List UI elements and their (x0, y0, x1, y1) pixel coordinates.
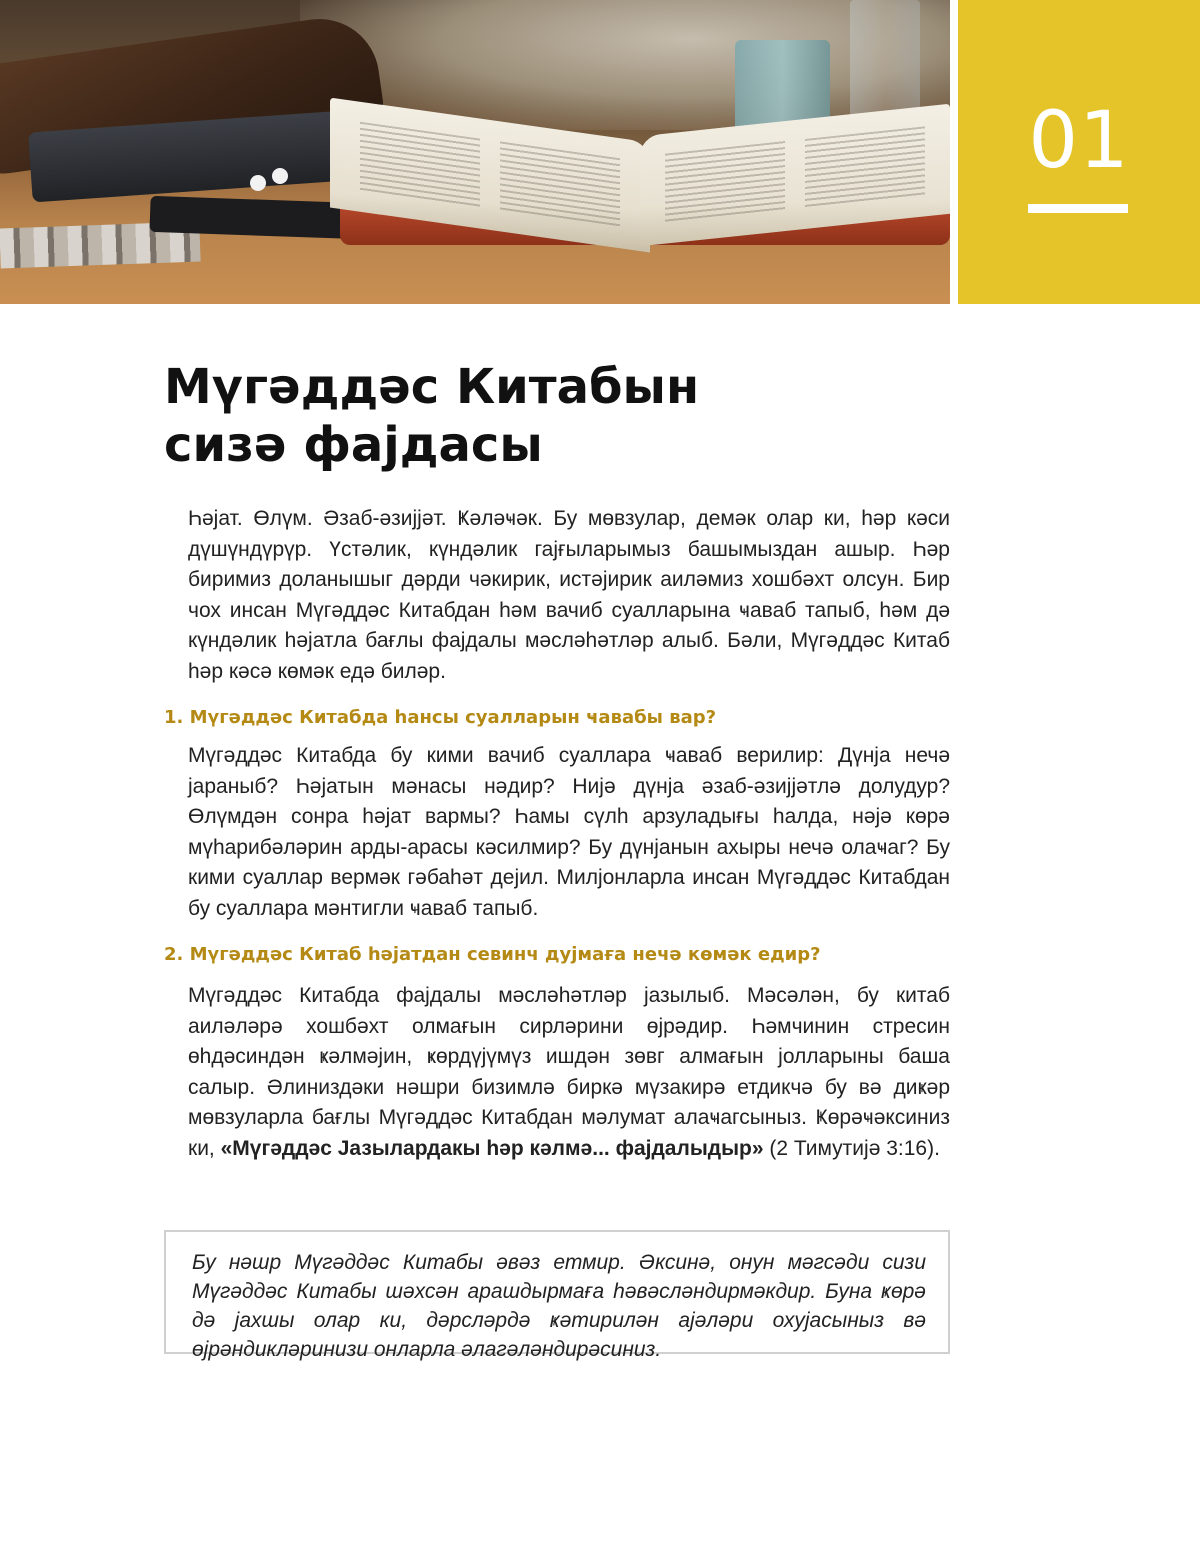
earbud-icon (250, 175, 266, 191)
scripture-quote: «Мүгәддәс Јазылардакы һәр кәлмә... фајдалыдыр» (220, 1136, 764, 1160)
answer-paragraph-2 (188, 981, 950, 1164)
intro-paragraph: Һәјат. Өлүм. Әзаб-әзијјәт. Ҝәләҹәк. Бу мөвзулар, демәк олар ки, һәр кәси дүшүндүрүр. Үстәлик, күндәлик гајғыларымыз башымыздан ашыр. Һәр биримиз доланышыг дәрди чәкирик, истәјирик аиләмиз хошбәхт олсун. Бир чох инсан Мүгәддәс Китабдан һәм вачиб суалларына ҹаваб тапыб, һәм дә күндәлик һәјатла бағлы фајдалы мәсләһәтләр алыб. Бәли, Мүгәддәс Китаб һәр кәсә көмәк едә биләр. (188, 507, 950, 683)
chapter-box (958, 0, 1200, 304)
question-heading-2: 2. Мүгәддәс Китаб һәјатдан севинч дујмаға нечә көмәк едир? (164, 944, 821, 965)
chapter-underline (1028, 204, 1128, 213)
answer-2-text: Мүгәддәс Китабда фајдалы мәсләһәтләр јазылыб. Мәсәлән, бу китаб аиләләрә хошбәхт олмағын сирләрини өјрәдир. Һәмчинин стресин өһдәсиндән ҝәлмәјин, ҝөрдүјүмүз ишдән зөвг алмағын јолларыны баша салыр. Әлиниздәки нәшри бизимлә биркә мүзакирә етдикчә бу вә диҝәр мөвзуларла бағлы Мүгәддәс Китабдан мәлумат алаҹагсыныз. Ҝөрәҹәксиниз ки, (188, 984, 950, 1160)
page-title (164, 358, 864, 474)
title-line-1: Мүгәддәс Китабын (164, 359, 700, 415)
note-box (164, 1230, 950, 1361)
header-photo (0, 0, 950, 304)
scripture-reference: (2 Тимутијә 3:16). (763, 1136, 940, 1160)
question-heading-1: 1. Мүгәддәс Китабда һансы суалларын ҹавабы вар? (164, 707, 717, 728)
chapter-number: 01 (1028, 96, 1130, 186)
title-line-2: сизә фајдасы (164, 417, 543, 473)
earbud-icon (272, 168, 288, 184)
answer-paragraph-1: Мүгәддәс Китабда бу кими вачиб суаллара ҹаваб верилир: Дүнја нечә јараныб? Һәјатын мәнасы нәдир? Нијә дүнја әзаб-әзијјәтлә долудур? Өлүмдән сонра һәјат вармы? Һамы сүлһ арзуладығы һалда, нәјә көрә мүһарибәләрин арды-арасы кәсилмир? Бу дүнјанын ахыры нечә олаҹаг? Бу кими суаллар вермәк гәбаһәт дејил. Милјонларла инсан Мүгәддәс Китабдан бу суаллара мәнтигли ҹаваб тапыб. (188, 744, 950, 920)
note-text: Бу нәшр Мүгәддәс Китабы әвәз етмир. Әксинә, онун мәгсәди сизи Мүгәддәс Китабы шәхсән арашдырмаға һәвәсләндирмәкдир. Буна ҝөрә дә јахшы олар ки, дәрсләрдә ҝәтирилән ајәләри охујасыныз вә өјрәндикләринизи онларла әлагәләндирәсиниз. (192, 1251, 926, 1361)
